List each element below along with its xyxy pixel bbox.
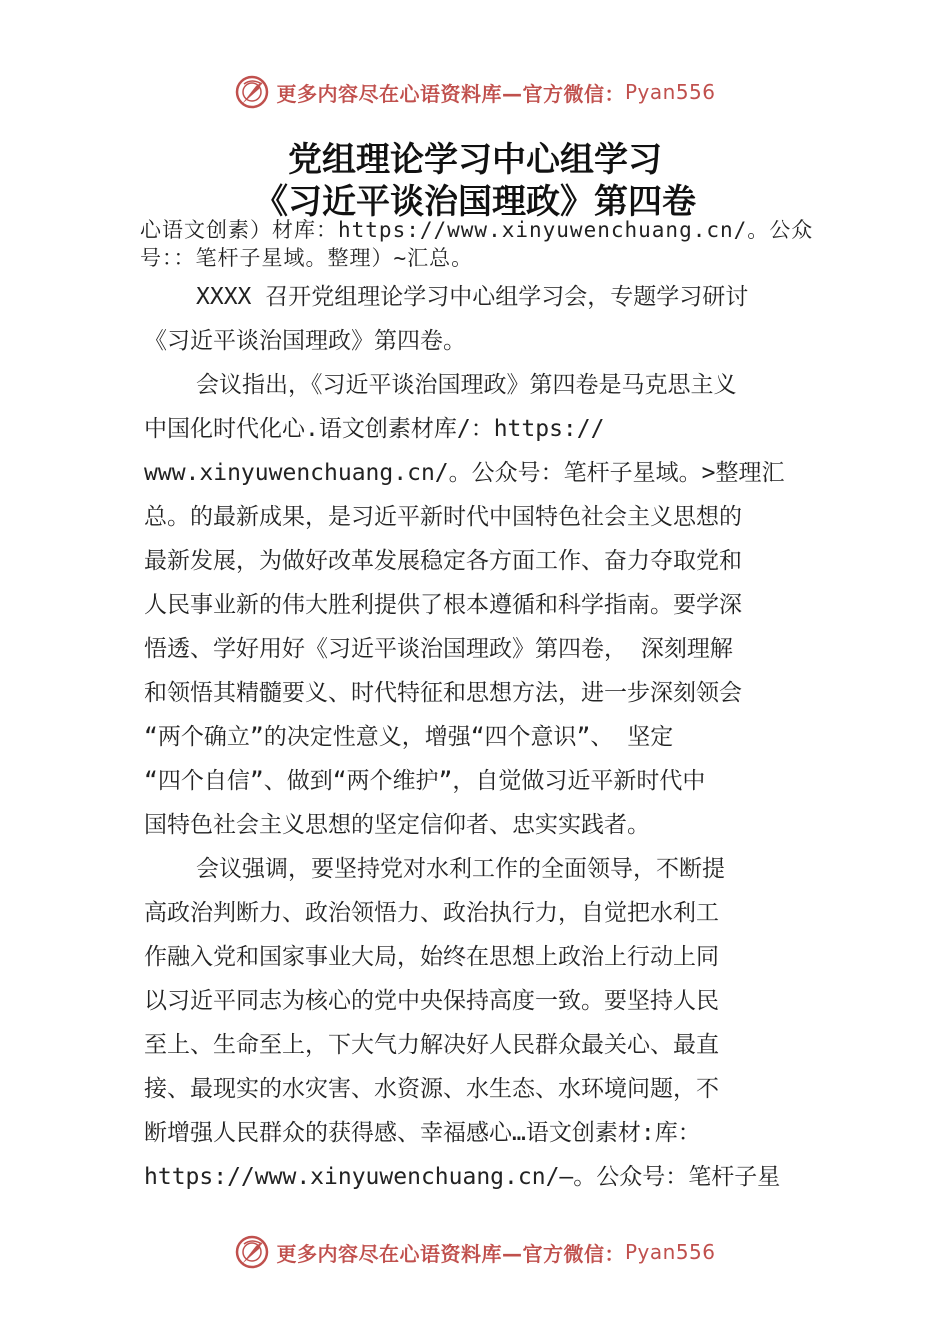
body-line: 悟透、学好用好《习近平谈治国理政》第四卷， 深刻理解 (144, 636, 733, 662)
body-line: XXXX 召开党组理论学习中心组学习会，专题学习研讨 (196, 284, 749, 310)
body-line: 会议指出，《习近平谈治国理政》第四卷是马克思主义 (196, 372, 737, 398)
wechat-id: Pyan556 (624, 80, 716, 104)
header-banner (0, 72, 950, 112)
body-line: 号：：笔杆子星域。整理）~汇总。 (140, 246, 474, 270)
body-line: “四个自信”、做到“两个维护”，自觉做习近平新时代中 (144, 768, 706, 794)
document-title-line1: 党组理论学习中心组学习 (288, 140, 662, 180)
body-line: 《习近平谈治国理政》第四卷。 (144, 328, 466, 354)
body-line: 至上、生命至上，下大气力解决好人民群众最关心、最直 (144, 1032, 719, 1058)
logo-icon (234, 1234, 270, 1270)
logo-icon (234, 74, 270, 110)
body-line: 高政治判断力、政治领悟力、政治执行力，自觉把水利工 (144, 900, 719, 926)
body-line: 最新发展，为做好改革发展稳定各方面工作、奋力夺取党和 (144, 548, 742, 574)
body-line: 会议强调，要坚持党对水利工作的全面领导，不断提 (196, 856, 725, 882)
body-line: 心语文创素）材库：https://www.xinyuwenchuang.cn/。公众 (140, 218, 814, 242)
body-line: 人民事业新的伟大胜利提供了根本遵循和科学指南。要学深 (144, 592, 742, 618)
body-line: 国特色社会主义思想的坚定信仰者、忠实实践者。 (144, 812, 650, 838)
body-line: 和领悟其精髓要义、时代特征和思想方法，进一步深刻领会 (144, 680, 742, 706)
banner-text: 更多内容尽在心语资料库—官方微信： (276, 81, 625, 106)
footer-banner (0, 1232, 950, 1272)
body-line: www.xinyuwenchuang.cn/。公众号：笔杆子星域。>整理汇 (144, 460, 785, 486)
body-line: 断增强人民群众的获得感、幸福感心…语文创素材:库： (144, 1120, 701, 1146)
document-title-line2: 《习近平谈治国理政》第四卷 (254, 182, 696, 222)
body-line: 以习近平同志为核心的党中央保持高度一致。要坚持人民 (144, 988, 719, 1014)
wechat-id: Pyan556 (624, 1240, 716, 1264)
banner-text: 更多内容尽在心语资料库—官方微信： (276, 1241, 625, 1266)
body-line: “两个确立”的决定性意义，增强“四个意识”、 坚定 (144, 724, 674, 750)
body-line: 接、最现实的水灾害、水资源、水生态、水环境问题，不 (144, 1076, 719, 1102)
body-line: 作融入党和国家事业大局，始终在思想上政治上行动上同 (144, 944, 719, 970)
body-line: 中国化时代化心.语文创素材库/：https:// (144, 416, 605, 442)
body-line: 总。的最新成果，是习近平新时代中国特色社会主义思想的 (144, 504, 742, 530)
body-line: https://www.xinyuwenchuang.cn/—。公众号：笔杆子星 (144, 1164, 781, 1190)
